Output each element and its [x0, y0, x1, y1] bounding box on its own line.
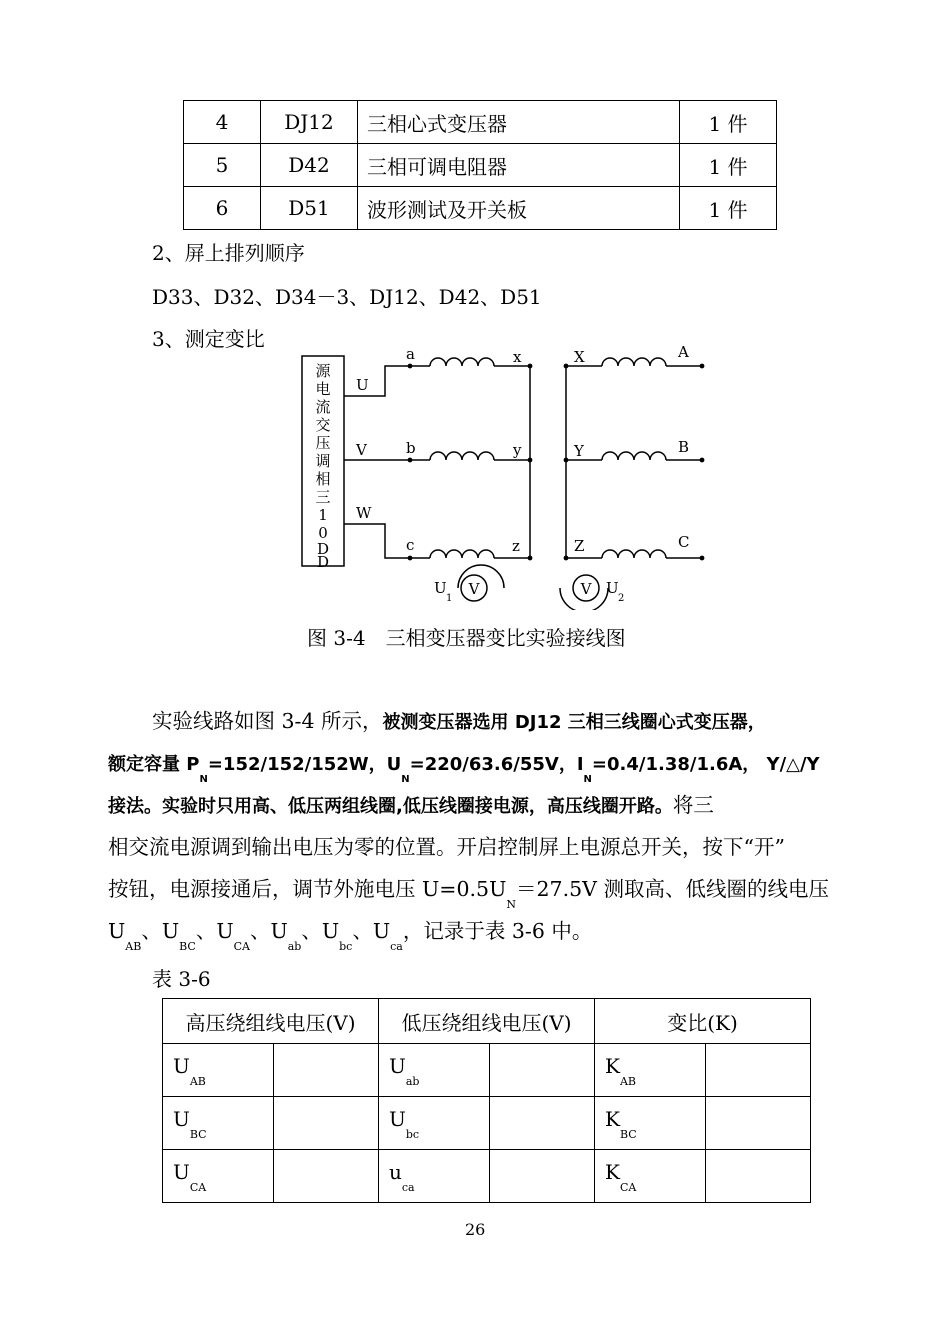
phase-label-u: U	[356, 376, 369, 394]
source-char: D	[316, 540, 330, 558]
table-row	[184, 187, 777, 230]
source-char: 交	[315, 416, 331, 434]
source-char: 0	[318, 524, 328, 542]
equipment-table	[183, 100, 777, 230]
value-cell[interactable]	[706, 1150, 811, 1203]
subscript: AB	[189, 1075, 206, 1088]
item-name: 波形测试及开关板	[358, 187, 680, 230]
paragraph-text: 按钮，电源接通后，调节外施电压 U=0.5U	[108, 877, 507, 901]
subscript: AB	[619, 1075, 636, 1088]
paragraph-bold-text: 被测变压器选用 DJ12 三相三线圈心式变压器，	[382, 712, 766, 733]
symbol-cell	[595, 1044, 706, 1097]
meter-u1-sub: 1	[446, 593, 453, 604]
source-char: 相	[315, 470, 331, 488]
subscript: N	[506, 898, 516, 911]
separator: 、	[195, 919, 217, 943]
subscript: BC	[619, 1128, 637, 1141]
value-cell[interactable]	[490, 1097, 595, 1150]
item-name: 三相心式变压器	[358, 101, 680, 144]
paragraph-line	[108, 700, 848, 742]
symbol-cell	[595, 1097, 706, 1150]
separator: 、	[141, 919, 162, 943]
subscript: BC	[189, 1128, 207, 1141]
source-char: 源	[315, 362, 331, 380]
subscript: bc	[405, 1128, 420, 1141]
table-header-row	[163, 999, 811, 1044]
terminal-b: b	[406, 439, 416, 457]
wiring-lines	[344, 358, 702, 610]
source-char: 压	[315, 434, 331, 452]
table-row	[163, 1044, 811, 1097]
voltmeter-icon: V	[580, 580, 592, 598]
symbol: K	[605, 1160, 620, 1184]
terminal-C: C	[678, 533, 690, 551]
paragraph-text: ＝27.5V 测取高、低线圈的线电压	[515, 877, 829, 901]
symbol: U	[161, 919, 180, 943]
value-cell[interactable]	[274, 1150, 379, 1203]
source-char: 流	[315, 398, 331, 416]
subscript: ca	[401, 1181, 415, 1194]
terminal-A: A	[678, 343, 689, 361]
paragraph-bold-text: 接法。实验时只用高、低压两组线圈,低压线圈接电源，高压线圈开路。	[108, 796, 673, 817]
source-char: D	[316, 553, 330, 571]
symbol-cell	[379, 1097, 490, 1150]
source-char: 三	[315, 488, 331, 506]
body-paragraph	[108, 700, 848, 952]
subscript: ca	[390, 940, 403, 953]
subscript: N	[401, 774, 410, 785]
symbol-cell	[163, 1150, 274, 1203]
terminal-a: a	[406, 345, 415, 363]
terminal-X: X	[574, 348, 585, 366]
item-quantity: 1 件	[680, 187, 777, 230]
terminal-x: x	[513, 348, 522, 366]
column-header: 高压绕组线电压(V)	[163, 999, 379, 1044]
subscript: CA	[619, 1181, 637, 1194]
subscript: N	[583, 774, 592, 785]
data-table	[162, 998, 811, 1203]
paragraph-line	[108, 910, 848, 952]
symbol: U	[389, 1107, 406, 1131]
table-row	[184, 101, 777, 144]
subscript: CA	[189, 1181, 207, 1194]
phase-label-v: V	[356, 441, 367, 459]
symbol-cell	[379, 1150, 490, 1203]
table-label: 表 3-6	[152, 967, 211, 991]
item-name: 三相可调电阻器	[358, 144, 680, 187]
paragraph-bold-text: =220/63.6/55V，I	[409, 754, 584, 775]
paragraph-bold-text: 额定容量 P	[108, 754, 200, 775]
symbol: U	[270, 919, 288, 943]
meter-u2-label: U	[606, 579, 619, 597]
table-row	[184, 144, 777, 187]
source-char: 电	[315, 380, 331, 398]
paragraph-text: 实验线路如图 3-4 所示，	[152, 709, 383, 733]
terminal-dots	[408, 364, 705, 561]
meter-u1-label: U	[434, 579, 447, 597]
item-number: 5	[184, 144, 261, 187]
terminal-z: z	[512, 537, 520, 555]
table-row	[163, 1150, 811, 1203]
value-cell[interactable]	[490, 1044, 595, 1097]
value-cell[interactable]	[706, 1097, 811, 1150]
table-row	[163, 1097, 811, 1150]
symbol-cell	[163, 1044, 274, 1097]
terminal-Y: Y	[574, 442, 584, 460]
paragraph-bold-text: =0.4/1.38/1.6A， Y/△/Y	[591, 754, 820, 775]
symbol: u	[389, 1160, 402, 1184]
symbol: K	[605, 1107, 620, 1131]
voltmeter-icon: V	[468, 580, 480, 598]
terminal-c: c	[406, 536, 415, 554]
symbol-cell	[163, 1097, 274, 1150]
paragraph-text: 将三	[672, 793, 714, 817]
symbol: K	[605, 1054, 620, 1078]
paragraph-line	[108, 868, 848, 910]
value-cell[interactable]	[706, 1044, 811, 1097]
item-code: DJ12	[261, 101, 358, 144]
item-number: 4	[184, 101, 261, 144]
subscript: BC	[179, 940, 196, 953]
item-code: D51	[261, 187, 358, 230]
section-2-heading: 2、屏上排列顺序	[152, 241, 305, 265]
section-2-order: D33、D32、D34－3、DJ12、D42、D51	[152, 285, 542, 309]
subscript: CA	[233, 940, 250, 953]
paragraph-line	[108, 742, 848, 784]
symbol: U	[321, 919, 340, 943]
item-quantity: 1 件	[680, 101, 777, 144]
paragraph-text: ，记录于表 3-6 中。	[402, 919, 593, 943]
section-3-heading: 3、测定变比	[152, 327, 265, 351]
source-char: 调	[315, 452, 331, 470]
page-number: 26	[465, 1220, 486, 1239]
separator: 、	[352, 919, 373, 943]
column-header: 低压绕组线电压(V)	[379, 999, 595, 1044]
figure-caption: 图 3-4 三相变压器变比实验接线图	[307, 626, 626, 650]
item-number: 6	[184, 187, 261, 230]
symbol: U	[173, 1160, 190, 1184]
paragraph-bold-text: =152/152/152W，U	[207, 754, 402, 775]
value-cell[interactable]	[274, 1044, 379, 1097]
terminal-y: y	[513, 441, 522, 459]
source-char: 1	[318, 506, 328, 524]
symbol: U	[108, 919, 126, 943]
symbol: U	[216, 919, 234, 943]
separator: 、	[301, 919, 322, 943]
terminal-B: B	[678, 438, 690, 456]
paragraph-line	[108, 784, 848, 826]
symbol: U	[173, 1107, 190, 1131]
separator: 、	[249, 919, 271, 943]
symbol: U	[389, 1054, 406, 1078]
value-cell[interactable]	[274, 1097, 379, 1150]
item-quantity: 1 件	[680, 144, 777, 187]
subscript: AB	[125, 940, 142, 953]
symbol-cell	[595, 1150, 706, 1203]
value-cell[interactable]	[490, 1150, 595, 1203]
item-code: D42	[261, 144, 358, 187]
subscript: ab	[405, 1075, 420, 1088]
paragraph-line: 相交流电源调到输出电压为零的位置。开启控制屏上电源总开关，按下“开”	[108, 835, 785, 859]
column-header: 变比(K)	[595, 999, 811, 1044]
subscript: ab	[287, 940, 302, 953]
subscript: N	[199, 774, 208, 785]
wiring-diagram	[290, 340, 720, 610]
terminal-Z: Z	[574, 537, 585, 555]
meter-u2-sub: 2	[618, 593, 625, 604]
symbol: U	[173, 1054, 190, 1078]
subscript: bc	[339, 940, 353, 953]
symbol-cell	[379, 1044, 490, 1097]
phase-label-w: W	[356, 504, 372, 522]
symbol: U	[372, 919, 391, 943]
